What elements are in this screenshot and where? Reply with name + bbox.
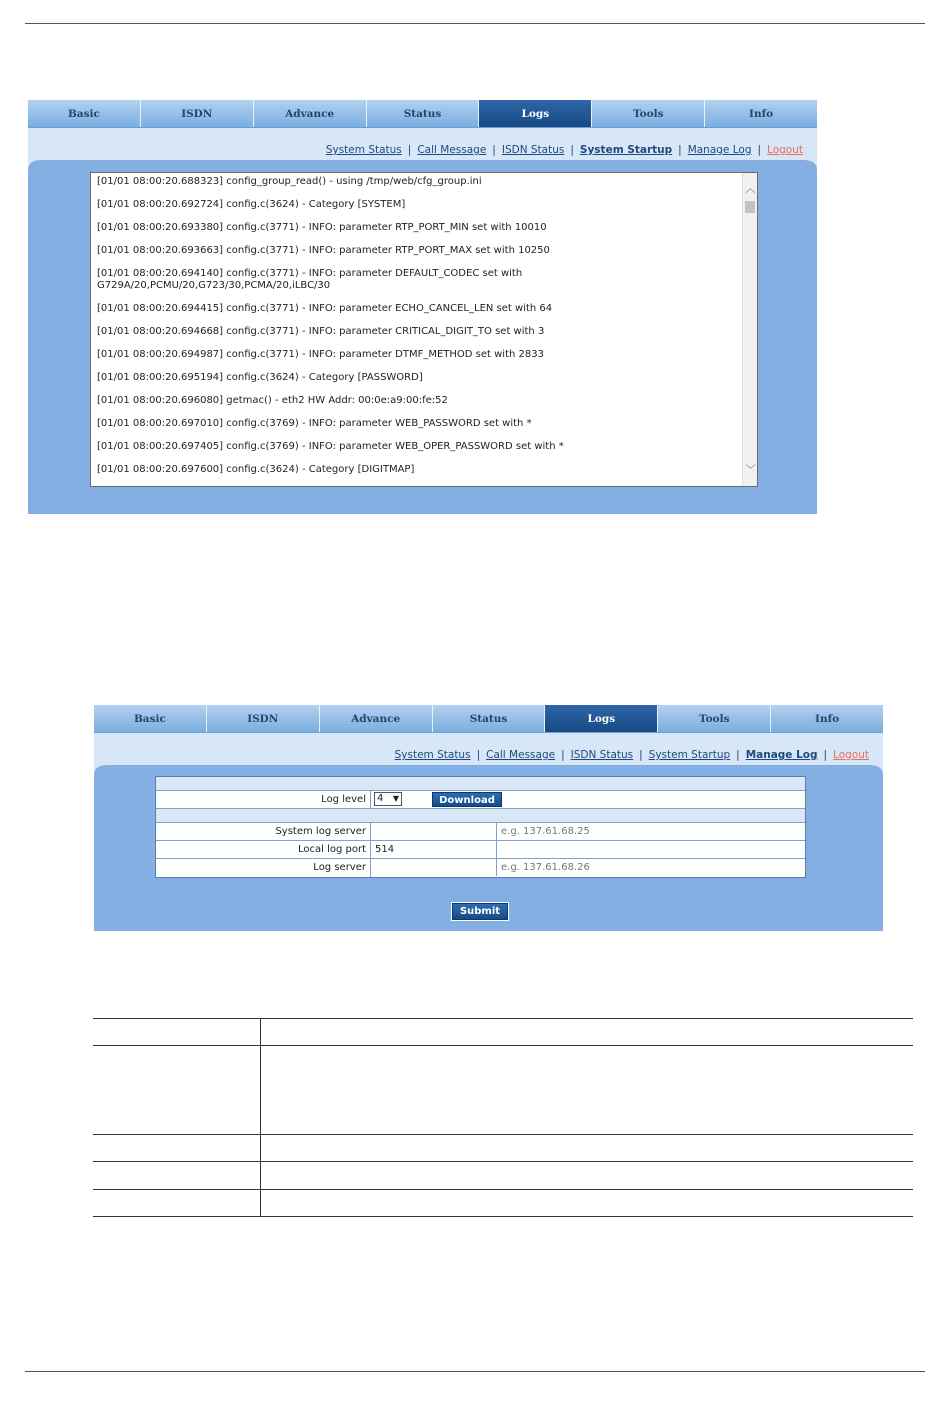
log-line: G729A/20,PCMU/20,G723/30,PCMA/20,iLBC/30	[97, 280, 331, 291]
link-isdn-status[interactable]: ISDN Status	[570, 749, 634, 761]
log-line: [01/01 08:00:20.693663] config.c(3771) - INFO: parameter RTP_PORT_MAX set with 10250	[97, 245, 550, 256]
separator: |	[736, 749, 740, 761]
chevron-down-icon: ▼	[392, 794, 399, 803]
log-line: [01/01 08:00:20.693380] config.c(3771) - INFO: parameter RTP_PORT_MIN set with 10010	[97, 222, 547, 233]
tab-basic[interactable]: Basic	[94, 705, 207, 732]
log-scrollbar[interactable]	[742, 173, 757, 486]
link-system-status[interactable]: System Status	[325, 144, 402, 156]
tab-info[interactable]: Info	[815, 713, 840, 725]
content-area	[28, 160, 817, 514]
system-log-server-row	[156, 823, 805, 841]
separator: |	[678, 144, 682, 156]
separator: |	[639, 749, 643, 761]
bottom-rule	[25, 1371, 925, 1372]
log-level-row	[156, 791, 805, 809]
system-log-server-cell	[371, 823, 805, 840]
tab-advance[interactable]: Advance	[320, 705, 433, 732]
log-line: [01/01 08:00:20.688323] config_group_read() - using /tmp/web/cfg_group.ini	[97, 176, 482, 187]
separator: |	[492, 144, 496, 156]
link-system-startup[interactable]: System Startup	[648, 749, 731, 761]
table-row-border	[93, 1018, 913, 1019]
log-subnav	[28, 128, 817, 160]
table-row-border	[93, 1045, 913, 1046]
content-area	[94, 765, 883, 931]
system-log-server-input[interactable]	[371, 823, 497, 840]
log-subnav	[94, 733, 883, 765]
link-call-message[interactable]: Call Message	[486, 749, 556, 761]
log-line: [01/01 08:00:20.697405] config.c(3769) - INFO: parameter WEB_OPER_PASSWORD set with *	[97, 441, 564, 452]
tab-advance[interactable]: Advance	[254, 100, 367, 127]
main-nav	[94, 705, 883, 733]
header-curve	[28, 160, 817, 170]
tab-status[interactable]: Status	[433, 705, 546, 732]
system-log-server-label: System log server	[156, 823, 371, 840]
table-row-border	[93, 1189, 913, 1190]
startup-log-box[interactable]	[90, 172, 758, 487]
local-log-port-cell	[371, 841, 805, 858]
log-line: [01/01 08:00:20.694415] config.c(3771) - INFO: parameter ECHO_CANCEL_LEN set with 64	[97, 303, 553, 314]
log-server-cell	[371, 859, 805, 877]
separator: |	[823, 749, 828, 761]
tab-tools[interactable]: Tools	[592, 100, 705, 127]
log-server-label: Log server	[156, 859, 371, 877]
form-header-row	[156, 777, 805, 791]
tab-tools[interactable]: Tools	[658, 705, 771, 732]
system-log-server-hint: e.g. 137.61.68.25	[501, 826, 590, 837]
submit-button[interactable]: Submit	[452, 903, 508, 920]
scroll-down-icon[interactable]: ﹀	[745, 465, 756, 476]
separator: |	[757, 144, 762, 156]
form-spacer-row	[156, 809, 805, 823]
log-level-select[interactable]	[374, 792, 402, 806]
link-call-message[interactable]: Call Message	[417, 144, 487, 156]
log-line: [01/01 08:00:20.696080] getmac() - eth2 HW Addr: 00:0e:a9:00:fe:52	[97, 395, 448, 406]
tab-basic[interactable]: Basic	[28, 100, 141, 127]
download-button[interactable]: Download	[432, 792, 502, 807]
log-line: [01/01 08:00:20.694668] config.c(3771) - INFO: parameter CRITICAL_DIGIT_TO set with 3	[97, 326, 545, 337]
link-manage-log[interactable]: Manage Log	[687, 144, 752, 156]
local-log-port-row	[156, 841, 805, 859]
manage-log-form	[155, 776, 806, 878]
tab-logs[interactable]: Logs	[545, 705, 658, 732]
log-lines	[91, 173, 757, 476]
scroll-thumb[interactable]	[745, 201, 755, 213]
link-logout[interactable]: Logout	[833, 749, 869, 761]
local-log-port-label: Local log port	[156, 841, 371, 858]
link-logout[interactable]: Logout	[767, 144, 803, 156]
separator: |	[570, 144, 574, 156]
log-line: [01/01 08:00:20.694140] config.c(3771) - INFO: parameter DEFAULT_CODEC set with	[97, 268, 523, 279]
table-row-border	[93, 1161, 913, 1162]
tab-isdn[interactable]: ISDN	[141, 100, 254, 127]
separator: |	[476, 749, 481, 761]
log-line: [01/01 08:00:20.697010] config.c(3769) - INFO: parameter WEB_PASSWORD set with *	[97, 418, 532, 429]
manage-log-panel	[94, 705, 883, 931]
tab-info[interactable]: Info	[749, 108, 774, 120]
scroll-up-icon[interactable]: ︿	[745, 184, 756, 195]
local-log-port-input[interactable]: 514	[371, 841, 497, 858]
link-manage-log[interactable]: Manage Log	[745, 749, 818, 761]
log-line: [01/01 08:00:20.697600] config.c(3624) - Category [DIGITMAP]	[97, 464, 415, 475]
tab-logs[interactable]: Logs	[479, 100, 592, 127]
log-server-row	[156, 859, 805, 877]
log-line: [01/01 08:00:20.694987] config.c(3771) - INFO: parameter DTMF_METHOD set with 2833	[97, 349, 544, 360]
link-system-startup[interactable]: System Startup	[579, 144, 673, 156]
tab-isdn[interactable]: ISDN	[207, 705, 320, 732]
separator: |	[561, 749, 565, 761]
link-system-status[interactable]: System Status	[394, 749, 471, 761]
log-server-input[interactable]	[371, 859, 497, 876]
table-row-border	[93, 1134, 913, 1135]
log-level-label: Log level	[156, 791, 371, 808]
table-row-border	[93, 1216, 913, 1217]
link-isdn-status[interactable]: ISDN Status	[501, 144, 565, 156]
log-server-hint: e.g. 137.61.68.26	[501, 862, 590, 873]
log-line: [01/01 08:00:20.695194] config.c(3624) - Category [PASSWORD]	[97, 372, 423, 383]
tab-status[interactable]: Status	[367, 100, 480, 127]
separator: |	[407, 144, 412, 156]
log-level-value: 4	[377, 793, 384, 804]
top-rule	[25, 23, 925, 24]
log-level-cell	[371, 791, 805, 808]
table-column-divider	[260, 1018, 261, 1217]
log-line: [01/01 08:00:20.692724] config.c(3624) - Category [SYSTEM]	[97, 199, 406, 210]
main-nav	[28, 100, 817, 128]
header-curve	[94, 765, 883, 775]
system-startup-panel	[28, 100, 817, 514]
